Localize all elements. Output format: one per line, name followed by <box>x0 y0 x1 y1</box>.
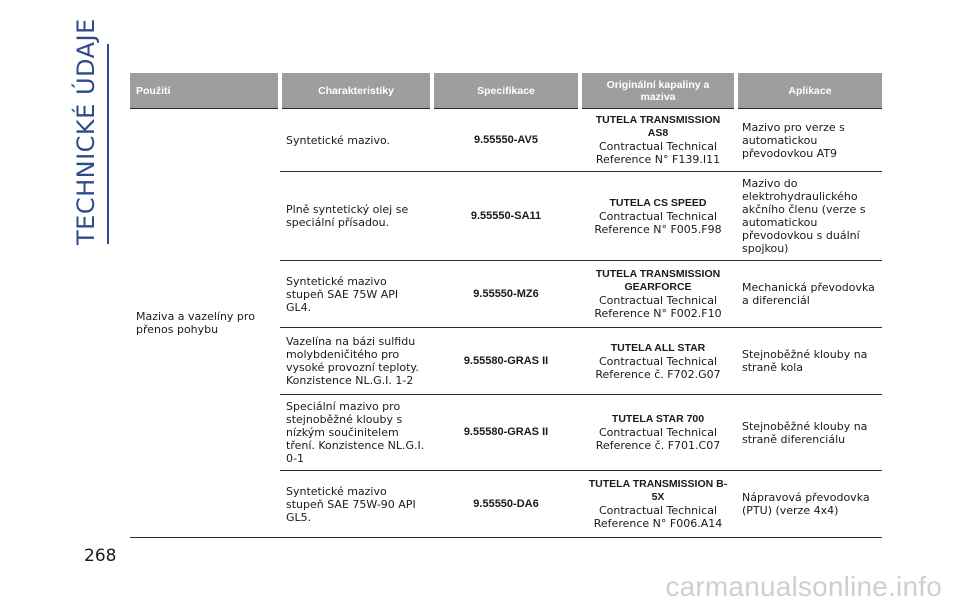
fluid-reference: Contractual Technical Reference N° F006.A14 <box>593 504 723 530</box>
fluid-name: TUTELA TRANSMISSION GEARFORCE <box>595 268 721 293</box>
fluid-name: TUTELA STAR 700 <box>611 413 705 425</box>
section-title: TECHNICKÉ ÚDAJE <box>72 18 100 245</box>
characteristics-cell: Syntetické mazivo stupeň SAE 75W API GL4. <box>280 261 432 328</box>
fluid-reference: Contractual Technical Reference č. F702.G07 <box>595 354 721 381</box>
fluid-cell <box>580 172 736 261</box>
application-cell: Nápravová převodovka (PTU) (verze 4x4) <box>736 471 882 538</box>
specification-cell: 9.55550-MZ6 <box>432 261 580 328</box>
fluid-name: TUTELA CS SPEED <box>609 196 707 209</box>
fluid-cell <box>580 471 736 538</box>
fluid-name: TUTELA TRANSMISSION B-5X <box>588 478 728 503</box>
application-cell: Mazivo pro verze s automatickou převodovkou AT9 <box>736 109 882 172</box>
specification-cell: 9.55550-SA11 <box>432 172 580 261</box>
usage-group-cell: Maziva a vazelíny pro přenos pohybu <box>130 109 280 538</box>
header-usage: Použití <box>130 73 280 109</box>
section-title-rule <box>107 44 109 244</box>
application-cell: Stejnoběžné klouby na straně kola <box>736 328 882 395</box>
lubricants-table <box>130 73 882 538</box>
page-number: 268 <box>84 546 117 566</box>
specification-cell: 9.55580-GRAS II <box>432 395 580 471</box>
fluid-reference: Contractual Technical Reference N° F005.F98 <box>594 209 722 236</box>
fluid-reference: Contractual Technical Reference č. F701.C07 <box>595 426 721 452</box>
application-cell: Stejnoběžné klouby na straně diferenciálu <box>736 395 882 471</box>
application-cell: Mazivo do elektrohydraulického akčního členu (verze s automatickou převodovkou s duální spojkou) <box>736 172 882 261</box>
fluid-reference: Contractual Technical Reference N° F002.F10 <box>594 294 722 320</box>
fluid-cell <box>580 328 736 395</box>
fluid-reference: Contractual Technical Reference N° F139.I11 <box>595 140 721 166</box>
header-characteristics: Charakteristiky <box>280 73 432 109</box>
specification-cell: 9.55580-GRAS II <box>432 328 580 395</box>
header-specification: Specifikace <box>432 73 580 109</box>
watermark: carmanualsonline.info <box>665 571 942 602</box>
table-row <box>130 109 882 172</box>
header-fluids: Originální kapaliny a maziva <box>580 73 736 109</box>
characteristics-cell: Vazelína na bázi sulfidu molybdeničitého pro vysoké provozní teploty. Konzistence NL.G.I. 1-2 <box>280 328 432 395</box>
characteristics-cell: Speciální mazivo pro stejnoběžné klouby s nízkým součinitelem tření. Konzistence NL.G.I. 0-1 <box>280 395 432 471</box>
characteristics-cell: Plně syntetický olej se speciální přísadou. <box>280 172 432 261</box>
characteristics-cell: Syntetické mazivo. <box>280 109 432 172</box>
fluid-cell <box>580 109 736 172</box>
specification-cell: 9.55550-DA6 <box>432 471 580 538</box>
characteristics-cell: Syntetické mazivo stupeň SAE 75W-90 API GL5. <box>280 471 432 538</box>
fluid-cell <box>580 261 736 328</box>
fluid-cell <box>580 395 736 471</box>
fluid-name: TUTELA TRANSMISSION AS8 <box>595 114 721 139</box>
table-header-row <box>130 73 882 109</box>
fluid-name: TUTELA ALL STAR <box>610 341 706 354</box>
application-cell: Mechanická převodovka a diferenciál <box>736 261 882 328</box>
specification-cell: 9.55550-AV5 <box>432 109 580 172</box>
header-application: Aplikace <box>736 73 882 109</box>
